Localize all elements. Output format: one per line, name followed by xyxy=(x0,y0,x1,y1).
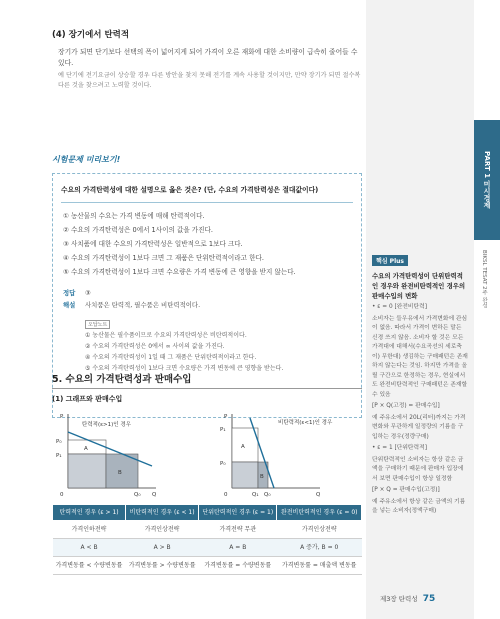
graph2-q-label: Q xyxy=(316,492,321,498)
table-header: 비탄력적인 경우 (ε < 1) xyxy=(126,505,199,521)
graph1-p1-label: P₁ xyxy=(56,453,62,459)
quiz-option-1: ① 농산물의 수요는 가격 변동에 매해 탄력적이다. xyxy=(63,212,205,220)
graph1-p-label: P xyxy=(60,414,64,420)
table-header: 단위탄력적인 경우 (ε = 1) xyxy=(199,505,277,521)
book-vertical-title: BIKSL TESAT 2주 완성 xyxy=(481,250,487,308)
table-cell: A = B xyxy=(199,539,277,557)
section4-body: 장기가 되면 단기보다 선택의 폭이 넓어지게 되어 가격이 오른 재화에 대한 소비량이 급속히 줄어들 수 있다. xyxy=(58,48,358,67)
table-cell: 가격변동률 = 수량변동률 xyxy=(199,557,277,575)
section4-note: 예 단기에 전기요금이 상승할 경우 다른 방안을 찾지 못해 전기를 계속 사용할 것이지만, 만약 장기가 되면 절수복 다른 것을 찾으려고 노력할 것이다. xyxy=(58,72,361,89)
answer-label: 정답 xyxy=(63,289,76,297)
plus-badge: 핵심 Plus xyxy=(372,255,408,266)
answer-value: ③ xyxy=(85,289,91,297)
graph1-caption: 탄력적(ε>1)인 경우 xyxy=(82,422,131,428)
table-cell: 가격인상전략 xyxy=(277,521,362,539)
graph1-p0-label: P₀ xyxy=(56,439,62,445)
graph-elastic xyxy=(56,414,157,498)
sidebar-body-5: • ε = 1 [단위탄력적] xyxy=(372,445,427,451)
comparison-table xyxy=(52,504,362,575)
section5-title: 5. 수요의 가격탄력성과 판매수입 xyxy=(52,371,362,389)
table-cell: 가격변동률 < 수량변동률 xyxy=(53,557,126,575)
footer-chapter: 제3장 탄력성 xyxy=(380,595,418,603)
sidebar-body-1: • ε = 0 [완전비탄력] xyxy=(372,304,427,310)
graph2-b-label: B xyxy=(260,474,264,480)
part-tab xyxy=(474,120,500,240)
sidebar-body-3: [P × Q(고정) = 판매수입] xyxy=(372,403,440,409)
wrong-note-3: ④ 수요의 가격탄력성이 1일 때 그 재품은 단위탄력적이라고 한다. xyxy=(85,354,257,361)
quiz-option-2: ② 수요의 가격탄력성은 0에서 1사이의 값을 가진다. xyxy=(63,226,213,234)
sidebar-head: 수요의 가격탄력성이 단위탄력적인 경우와 완전비탄력적인 경우의 판매수입의 변화 xyxy=(372,272,466,300)
graph2-a-label: A xyxy=(241,444,245,450)
part-tab-label: PART 1 미시경제 xyxy=(483,151,491,209)
page-number: 75 xyxy=(422,594,436,604)
graphs xyxy=(52,410,362,498)
table-cell: A 증가, B = 0 xyxy=(277,539,362,557)
table-header: 탄력적인 경우 (ε > 1) xyxy=(53,505,126,521)
answer-row xyxy=(53,287,361,299)
graph1-q0-label: Q₀ xyxy=(134,492,141,498)
page-footer xyxy=(380,594,435,604)
explanation-row xyxy=(53,299,361,311)
table-header-row xyxy=(53,505,362,521)
sidebar-body-8: 예 주유소에서 항상 같은 금액의 기름을 넣는 소비자(정액구매) xyxy=(372,498,466,514)
graph1-b-label: B xyxy=(118,470,122,476)
table-cell: 가격인하전략 xyxy=(53,521,126,539)
graph2-p1-label: P₁ xyxy=(220,427,226,433)
table-cell: 가격변동률 > 수량변동률 xyxy=(126,557,199,575)
quiz-option-4: ④ 수요의 가격탄력성이 1보다 크면 그 재품은 단위탄력적이라고 한다. xyxy=(63,254,264,262)
section5-subtitle: (1) 그래프와 판매수입 xyxy=(52,395,123,403)
quiz-question: 수요의 가격탄력성에 대한 설명으로 옳은 것은? (단, 수요의 가격탄력성은 절대값이다) xyxy=(61,186,319,194)
graph2-p-label: P xyxy=(224,414,228,420)
table-cell: A > B xyxy=(126,539,199,557)
sidebar-body-2: 소비자는 들우유에서 가격변화에 관심이 없음. 따라서 가격이 변하든 말든 신경 쓰지 않음. 소비자 할 것은 모든 가격대에 대해서(수요곡선의 세로축이) 무한대) 생김하는 구매패턴은 존재하지 않는다는 것임. 하지만 가격을 올릴 구간으로 한정하는 경우, 현실에서도 완전비탄력적인 구매패턴은 존재할 수 있음 xyxy=(372,315,468,398)
quiz-option-5: ⑤ 수요의 가격탄력성이 1보다 크면 수요량은 가격 변동에 큰 영향을 받지 않는다. xyxy=(63,268,296,276)
graph1-area-base xyxy=(68,454,106,488)
graph2-p0-label: P₀ xyxy=(220,461,226,467)
table-cell: 가격변동률 = 매출액 변동률 xyxy=(277,557,362,575)
wrong-note-2: ② 수요의 가격탄력성은 0에서 ∞ 사이의 값을 가진다. xyxy=(85,343,225,350)
explanation-text: 사치품은 탄력적, 필수품은 비탄력적이다. xyxy=(85,301,201,309)
quiz-option-3: ③ 사치품에 대한 수요의 가격탄력성은 일반적으로 1보다 크다. xyxy=(63,240,243,248)
sidebar-body-7: [P × Q = 판매수입(고정)] xyxy=(372,487,440,493)
wrong-note-tag: 오답노트 xyxy=(85,320,110,329)
wrong-note-1: ① 농산물은 필수품이므로 수요의 가격탄력성은 비탄력적이다. xyxy=(85,332,247,339)
table-cell: 가격전략 무관 xyxy=(199,521,277,539)
sidebar-body-4: 예 주유소에서 20L(리터)까지는 가격변화와 무관하게 일정량의 기름을 구입하는 경우(정량구매) xyxy=(372,414,466,440)
graph2-area-a xyxy=(232,428,258,462)
graph2-origin: 0 xyxy=(224,492,228,498)
explanation-label: 해설 xyxy=(63,301,76,309)
graph2-q1-label: Q₁ xyxy=(252,492,259,498)
table-row xyxy=(53,557,362,575)
graph2-q0-label: Q₀ xyxy=(264,492,271,498)
sidebar xyxy=(366,0,474,619)
graph1-a-label: A xyxy=(84,446,88,452)
section4-title: (4) 장기에서 탄력적 xyxy=(52,30,130,40)
graph1-q-label: Q xyxy=(152,492,157,498)
section4 xyxy=(52,28,362,91)
table-row xyxy=(53,539,362,557)
quiz-badge: 시험문제 미리보기! xyxy=(52,155,121,164)
graph2-caption: 비탄력적(ε<1)인 경우 xyxy=(278,420,333,426)
sidebar-body-6: 단위탄력적인 소비자는 항상 같은 금액을 구매하기 때문에 판매자 입장에서 보면 판매수입이 항상 일정함 xyxy=(372,456,464,482)
elasticity-graphs xyxy=(52,410,362,498)
graph1-origin: 0 xyxy=(60,492,64,498)
wrong-note-4: ⑤ 수요의 가격탄력성이 1보다 크면 수요량은 가격 변동에 큰 영향을 받는다. xyxy=(85,365,284,372)
table-header: 완전비탄력적인 경우 (ε = 0) xyxy=(277,505,362,521)
table-cell: A < B xyxy=(53,539,126,557)
graph2-area-base xyxy=(232,462,258,488)
table-cell: 가격인상전략 xyxy=(126,521,199,539)
graph-inelastic xyxy=(220,414,333,498)
table-row xyxy=(53,521,362,539)
